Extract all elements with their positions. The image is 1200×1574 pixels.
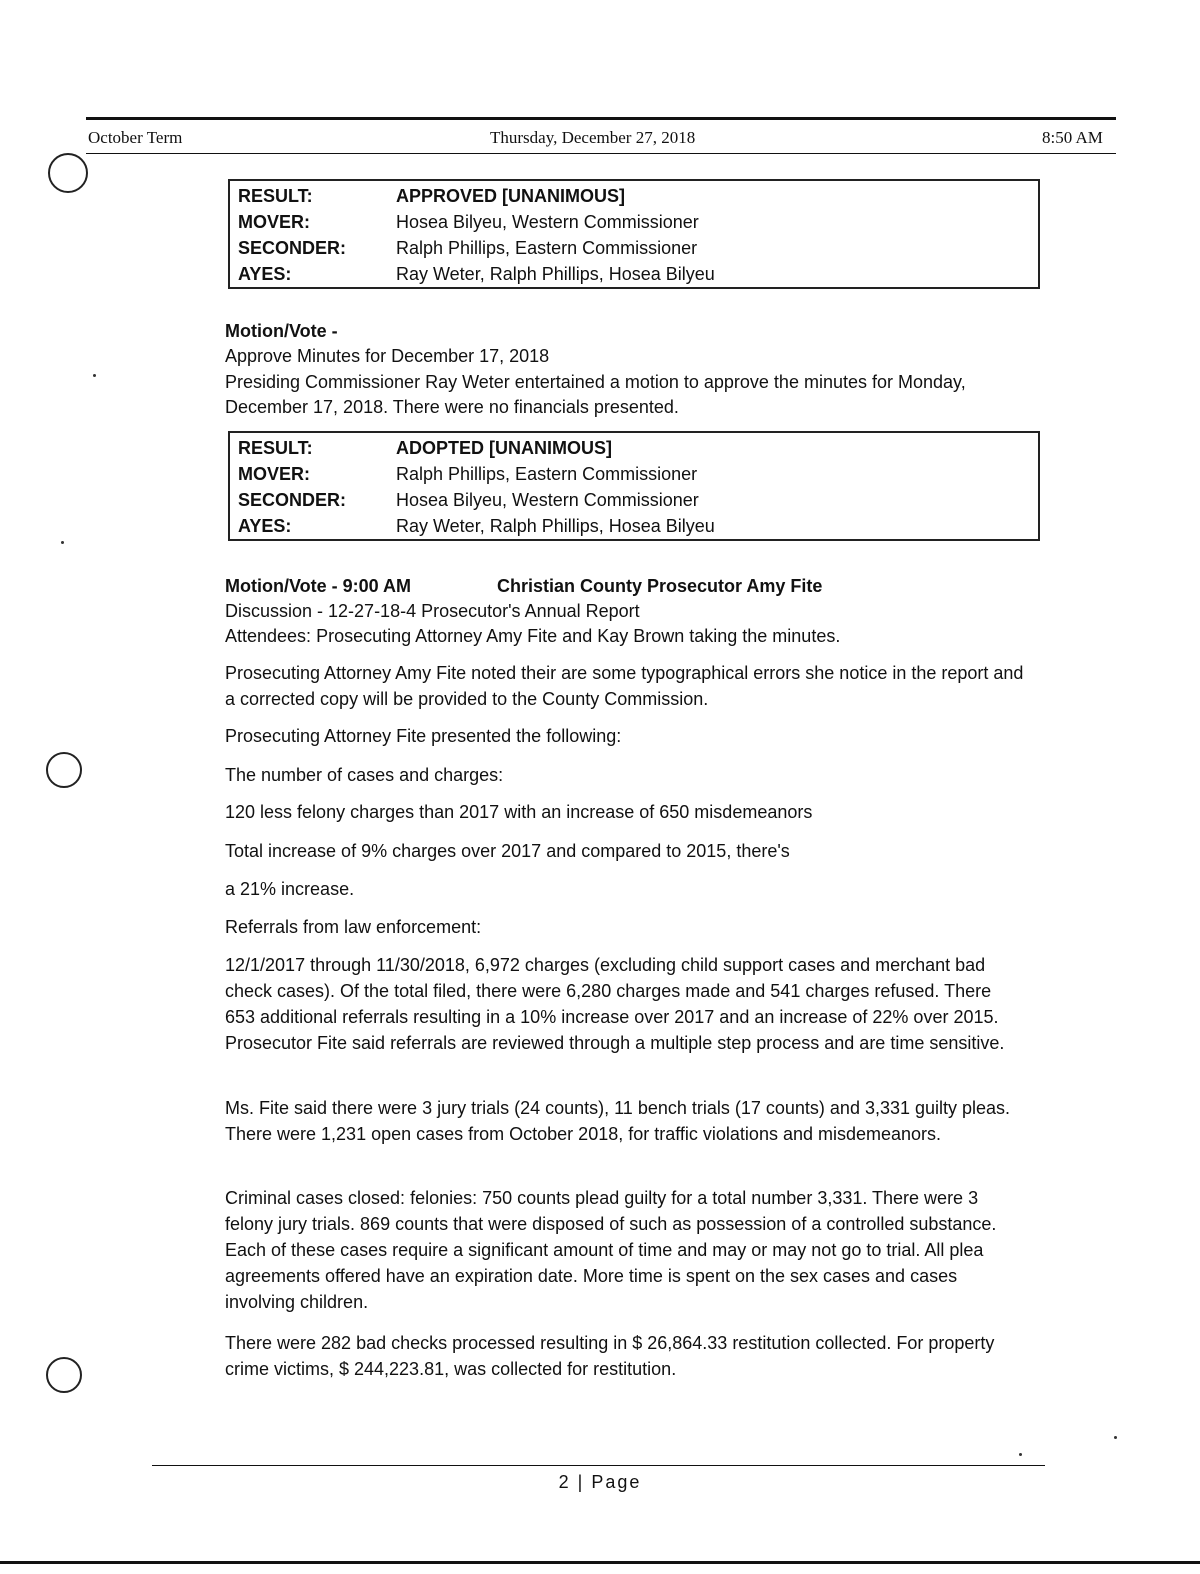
body-paragraph: There were 282 bad checks processed resulting in $ 26,864.33 restitution collected. For property crime victims, $ 244,223.81, was collected for restitution. bbox=[225, 1333, 995, 1379]
vote-value: ADOPTED [UNANIMOUS] bbox=[396, 437, 612, 458]
body-paragraph: Prosecuting Attorney Amy Fite noted their are some typographical errors she notice in the report and a corrected copy will be provided to the County Commission. bbox=[225, 663, 1024, 709]
scan-speck bbox=[1114, 1436, 1117, 1439]
footer-rule bbox=[152, 1465, 1045, 1466]
header-rule-bottom bbox=[86, 153, 1116, 154]
vote-row-seconder bbox=[229, 487, 1039, 513]
vote-label: RESULT: bbox=[238, 185, 313, 206]
vote-row-mover bbox=[229, 461, 1039, 487]
punch-hole-icon bbox=[46, 752, 82, 788]
vote-value: APPROVED [UNANIMOUS] bbox=[396, 185, 626, 206]
motion-title: Approve Minutes for December 17, 2018 bbox=[225, 346, 550, 366]
body-paragraph: Total increase of 9% charges over 2017 and compared to 2015, there's bbox=[225, 841, 790, 861]
vote-row-mover bbox=[229, 209, 1039, 235]
scan-edge-line bbox=[0, 1561, 1200, 1564]
vote-value: Ray Weter, Ralph Phillips, Hosea Bilyeu bbox=[396, 263, 715, 284]
vote-row-ayes bbox=[229, 261, 1039, 288]
header-date: Thursday, December 27, 2018 bbox=[490, 128, 696, 147]
vote-row-result bbox=[229, 432, 1039, 461]
page-number: 2 | Page bbox=[558, 1472, 642, 1492]
scan-speck bbox=[1019, 1453, 1022, 1456]
vote-row-ayes bbox=[229, 513, 1039, 540]
body-paragraph: Criminal cases closed: felonies: 750 counts plead guilty for a total number 3,331. There were 3 felony jury trials. 869 counts that were disposed of such as possession of a controlled substance. Each of these cases require a significant amount of time and may or may not go to trial. All plea agreements offered have an expiration date. More time is spent on the sex cases and cases involving children. bbox=[225, 1188, 997, 1312]
header-term: October Term bbox=[88, 128, 183, 147]
motion-heading: Motion/Vote - bbox=[225, 321, 338, 341]
scan-speck bbox=[61, 541, 64, 544]
vote-row-result bbox=[229, 180, 1039, 209]
motion-description-line: December 17, 2018. There were no financials presented. bbox=[225, 397, 679, 417]
body-paragraph: Referrals from law enforcement: bbox=[225, 917, 482, 937]
punch-hole-icon bbox=[46, 1357, 82, 1393]
vote-value: Ralph Phillips, Eastern Commissioner bbox=[396, 463, 698, 484]
vote-label: MOVER: bbox=[238, 211, 310, 232]
vote-label: SECONDER: bbox=[238, 237, 347, 258]
body-paragraph: Ms. Fite said there were 3 jury trials (24 counts), 11 bench trials (17 counts) and 3,331 guilty pleas. There were 1,231 open cases from October 2018, for traffic violations and misdemeanors. bbox=[225, 1098, 1011, 1144]
body-paragraph: The number of cases and charges: bbox=[225, 765, 504, 785]
vote-value: Hosea Bilyeu, Western Commissioner bbox=[396, 211, 699, 232]
vote-label: AYES: bbox=[238, 515, 292, 536]
vote-label: MOVER: bbox=[238, 463, 310, 484]
vote-result-table bbox=[228, 179, 1040, 289]
punch-hole-icon bbox=[48, 153, 88, 193]
scan-speck bbox=[93, 374, 96, 377]
body-paragraph: a 21% increase. bbox=[225, 879, 355, 899]
motion-discussion: Discussion - 12-27-18-4 Prosecutor's Annual Report bbox=[225, 601, 640, 621]
vote-label: AYES: bbox=[238, 263, 292, 284]
vote-label: RESULT: bbox=[238, 437, 313, 458]
motion-description-line: Presiding Commissioner Ray Weter entertained a motion to approve the minutes for Monday, bbox=[225, 372, 966, 392]
header-time: 8:50 AM bbox=[1042, 128, 1103, 147]
vote-value: Ray Weter, Ralph Phillips, Hosea Bilyeu bbox=[396, 515, 715, 536]
motion-subject: Christian County Prosecutor Amy Fite bbox=[497, 576, 823, 596]
vote-value: Ralph Phillips, Eastern Commissioner bbox=[396, 237, 698, 258]
body-paragraph: 120 less felony charges than 2017 with an increase of 650 misdemeanors bbox=[225, 802, 813, 822]
vote-value: Hosea Bilyeu, Western Commissioner bbox=[396, 489, 699, 510]
header-rule-top bbox=[86, 117, 1116, 120]
motion-heading: Motion/Vote - 9:00 AM bbox=[225, 576, 411, 596]
vote-label: SECONDER: bbox=[238, 489, 347, 510]
body-paragraph: 12/1/2017 through 11/30/2018, 6,972 charges (excluding child support cases and merchant bad check cases). Of the total filed, there were 6,280 charges made and 541 charges refused. There 653 additional referrals resulting in a 10% increase over 2017 and an increase of 22% over 2015. Prosecutor Fite said referrals are reviewed through a multiple step process and are time sensitive. bbox=[225, 955, 1005, 1053]
vote-row-seconder bbox=[229, 235, 1039, 261]
vote-result-table bbox=[228, 431, 1040, 541]
motion-attendees: Attendees: Prosecuting Attorney Amy Fite and Kay Brown taking the minutes. bbox=[225, 626, 841, 646]
body-paragraph: Prosecuting Attorney Fite presented the following: bbox=[225, 726, 622, 746]
